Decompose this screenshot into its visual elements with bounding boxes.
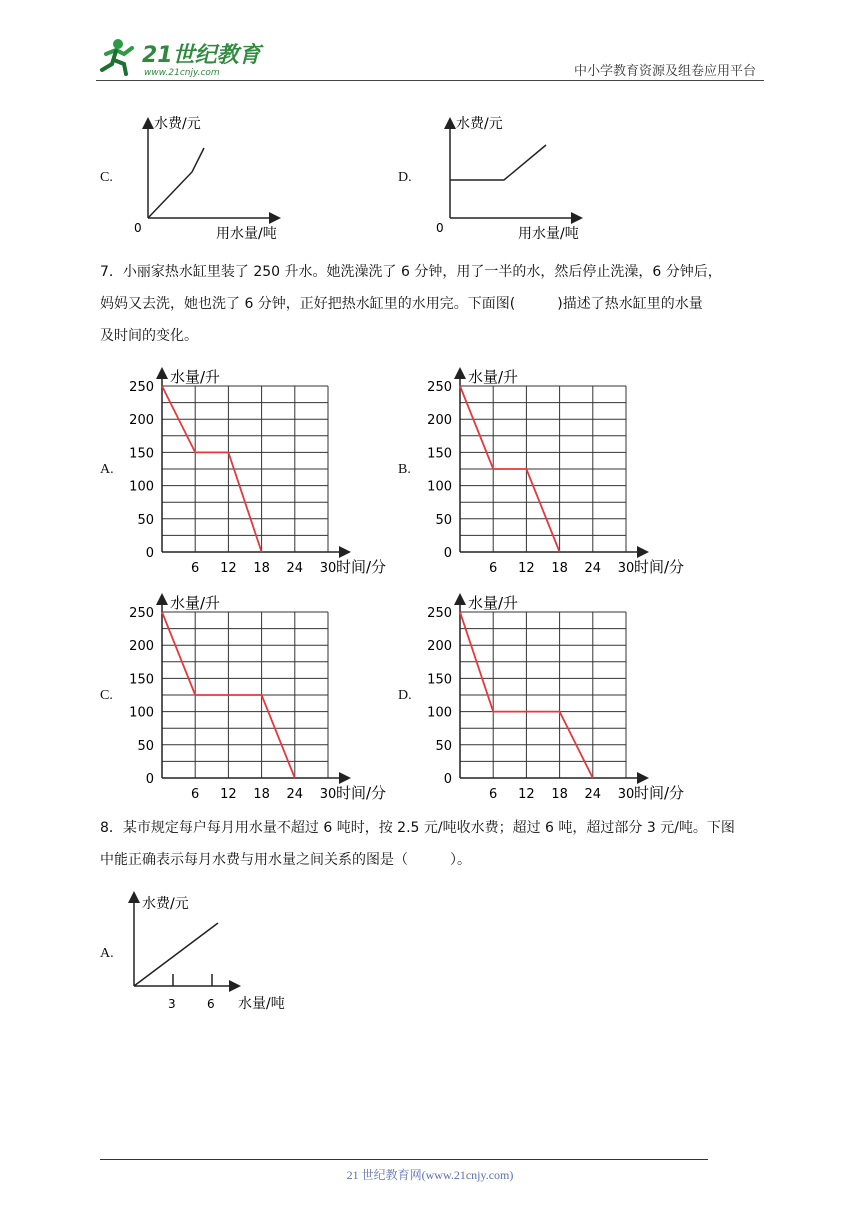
x-tick-label: 6 [489, 787, 498, 802]
q6-d-origin: 0 [436, 221, 444, 235]
site-name: 中小学教育资源及组卷应用平台 [573, 64, 756, 79]
q8-ylabel: 水费/元 [142, 896, 189, 912]
x-tick-label: 6 [191, 561, 200, 576]
x-axis-label: 时间/分 [634, 558, 685, 576]
x-axis-label: 时间/分 [634, 784, 685, 802]
q6-option-d-label: D. [398, 170, 412, 185]
x-tick-label: 6 [489, 561, 498, 576]
x-tick-label: 24 [286, 561, 304, 576]
runner-logo-icon [102, 39, 132, 74]
y-axis-label: 水量/升 [170, 368, 221, 386]
x-tick-label: 30 [617, 561, 635, 576]
q7-chart-d [426, 590, 688, 804]
y-tick-label: 150 [129, 446, 154, 462]
y-tick-label: 150 [427, 446, 452, 462]
q7-chart-c [128, 590, 390, 804]
q6-chart-c [130, 110, 300, 242]
y-tick-label: 250 [129, 380, 154, 395]
y-tick-label: 100 [427, 705, 452, 721]
x-tick-label: 30 [319, 561, 337, 576]
q7-option-c-label: C. [100, 688, 113, 703]
y-tick-label: 0 [145, 772, 154, 787]
y-tick-label: 100 [129, 479, 154, 495]
y-tick-label: 150 [129, 672, 154, 688]
x-axis-label: 时间/分 [336, 784, 387, 802]
q7-chart-b [426, 364, 688, 578]
q7-chart-a [128, 364, 390, 578]
y-tick-label: 250 [129, 606, 154, 621]
x-tick-label: 24 [584, 787, 602, 802]
q6-option-c-label: C. [100, 170, 113, 185]
y-tick-label: 200 [129, 413, 154, 429]
q8-xtick-3: 3 [168, 997, 176, 1011]
x-tick-label: 30 [319, 787, 337, 802]
footer-text: 21 世纪教育网(www.21cnjy.com) [346, 1168, 514, 1182]
x-tick-label: 12 [220, 561, 237, 576]
y-tick-label: 0 [443, 546, 452, 561]
x-axis-label: 时间/分 [336, 558, 387, 576]
q6-d-ylabel: 水费/元 [456, 116, 503, 132]
y-axis-label: 水量/升 [468, 594, 519, 612]
q8-text-line2: 中能正确表示每月水费与用水量之间关系的图是（ ）。 [100, 852, 471, 868]
q6-c-origin: 0 [134, 221, 142, 235]
q6-d-line [450, 145, 546, 180]
footer-divider [100, 1159, 708, 1160]
q7-text [100, 256, 764, 352]
y-tick-label: 0 [443, 772, 452, 787]
y-tick-label: 50 [137, 512, 154, 528]
q6-c-ylabel: 水费/元 [154, 116, 201, 132]
svg-text:21世纪教育: 21世纪教育 [142, 43, 261, 68]
x-tick-label: 24 [584, 561, 602, 576]
q8-xlabel: 水量/吨 [238, 996, 285, 1012]
q8-text-line1: 8．某市规定每户每月用水量不超过 6 吨时，按 2.5 元/吨收水费；超过 6 吨，超过部分 3 元/吨。下图 [100, 820, 735, 836]
y-tick-label: 50 [435, 738, 452, 754]
y-axis-label: 水量/升 [468, 368, 519, 386]
q8-text [100, 812, 764, 876]
header-divider [96, 80, 764, 81]
y-tick-label: 200 [427, 639, 452, 655]
q6-c-line [148, 148, 204, 218]
x-tick-label: 18 [551, 787, 568, 802]
x-tick-label: 12 [518, 787, 535, 802]
y-tick-label: 200 [129, 639, 154, 655]
q8-xtick-6: 6 [207, 997, 215, 1011]
x-tick-label: 30 [617, 787, 635, 802]
q7-option-b-label: B. [398, 462, 411, 477]
y-tick-label: 150 [427, 672, 452, 688]
q6-chart-d [432, 110, 602, 242]
site-logo [96, 34, 276, 78]
y-tick-label: 200 [427, 413, 452, 429]
y-tick-label: 50 [137, 738, 154, 754]
x-tick-label: 18 [551, 561, 568, 576]
x-tick-label: 12 [518, 561, 535, 576]
x-tick-label: 18 [253, 787, 270, 802]
x-tick-label: 24 [286, 787, 304, 802]
y-tick-label: 100 [427, 479, 452, 495]
q7-text-line1: 7．小丽家热水缸里装了 250 升水。她洗澡洗了 6 分钟，用了一半的水，然后停止洗澡，6 分钟后， [100, 264, 722, 280]
x-tick-label: 12 [220, 787, 237, 802]
y-tick-label: 0 [145, 546, 154, 561]
q6-d-xlabel: 用水量/吨 [518, 226, 579, 242]
y-tick-label: 250 [427, 380, 452, 395]
y-tick-label: 250 [427, 606, 452, 621]
q6-c-xlabel: 用水量/吨 [216, 226, 277, 242]
q7-text-line3: 及时间的变化。 [100, 328, 198, 344]
x-tick-label: 18 [253, 561, 270, 576]
x-tick-label: 6 [191, 787, 200, 802]
q7-option-a-label: A. [100, 462, 114, 477]
y-axis-label: 水量/升 [170, 594, 221, 612]
q8-line [134, 923, 218, 986]
q8-chart-a [120, 888, 300, 1016]
q7-text-line2: 妈妈又去洗，她也洗了 6 分钟，正好把热水缸里的水用完。下面图( )描述了热水缸里的水量 [100, 296, 703, 312]
q7-option-d-label: D. [398, 688, 412, 703]
y-tick-label: 100 [129, 705, 154, 721]
svg-text:www.21cnjy.com: www.21cnjy.com [144, 68, 220, 78]
y-tick-label: 50 [435, 512, 452, 528]
q8-option-a-label: A. [100, 946, 114, 961]
